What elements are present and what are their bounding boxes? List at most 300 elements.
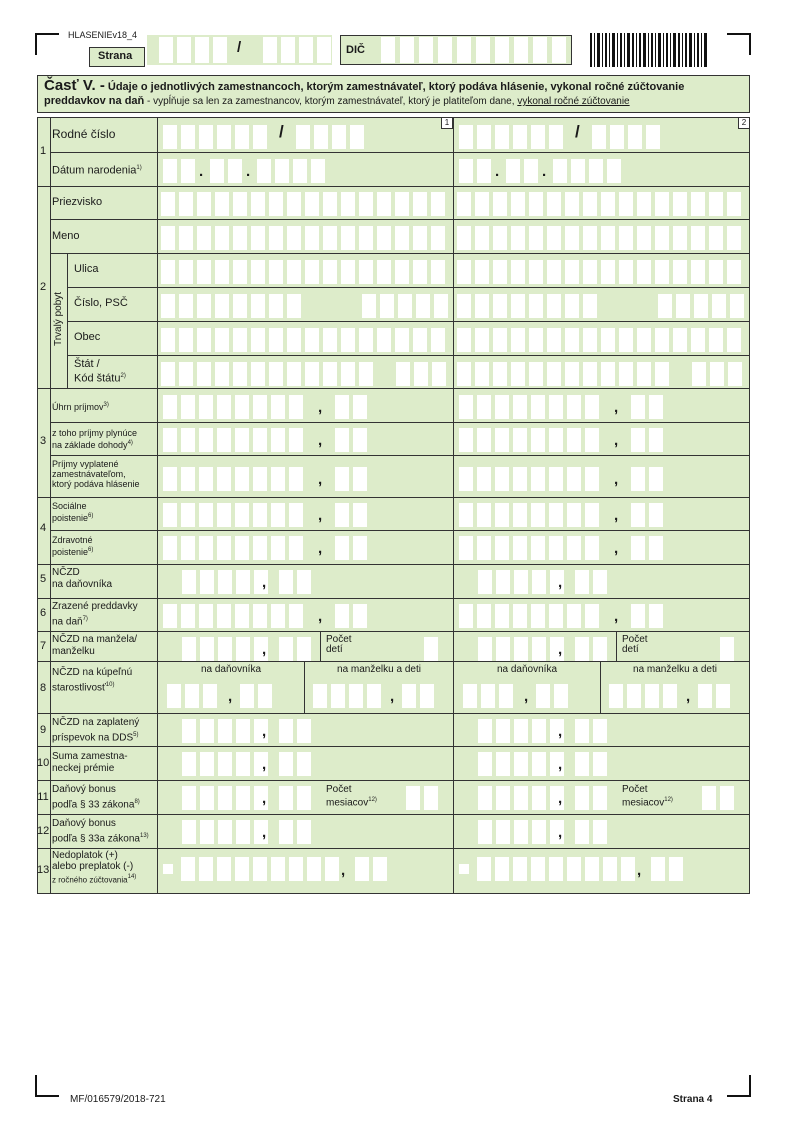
col1-uhrn-int-box[interactable] bbox=[199, 395, 213, 419]
col2-stat-box[interactable] bbox=[655, 362, 669, 386]
col1-nedoplatok-int-box[interactable] bbox=[199, 857, 213, 881]
page-number-field[interactable] bbox=[147, 35, 332, 65]
col2-zrazene-dec-box[interactable] bbox=[631, 604, 645, 628]
col2-text-row3-box[interactable] bbox=[691, 328, 705, 352]
col1-text-row3-box[interactable] bbox=[287, 328, 301, 352]
col2-prijmy-int-box[interactable] bbox=[477, 467, 491, 491]
col2-rodne-cislo-a-box[interactable] bbox=[549, 125, 563, 149]
col2-manzela-int-box[interactable] bbox=[532, 637, 546, 661]
col2-text-row3-box[interactable] bbox=[601, 328, 615, 352]
col1-text-row2-box[interactable] bbox=[341, 260, 355, 284]
col1-kupele-man-int-box[interactable] bbox=[349, 684, 363, 708]
col2-bonus33-int-box[interactable] bbox=[496, 786, 510, 810]
col1-psc-box[interactable] bbox=[362, 294, 376, 318]
col2-text-row1-box[interactable] bbox=[529, 226, 543, 250]
col2-rodne-cislo-b-box[interactable] bbox=[646, 125, 660, 149]
col2-zdravotne-int-box[interactable] bbox=[549, 536, 563, 560]
col2-text-row3-box[interactable] bbox=[475, 328, 489, 352]
col2-prijmy-dec-box[interactable] bbox=[631, 467, 645, 491]
col1-text-row0-box[interactable] bbox=[413, 192, 427, 216]
col2-datum-m-box[interactable] bbox=[524, 159, 538, 183]
col1-suma-dec-box[interactable] bbox=[279, 752, 293, 776]
col2-nedoplatok-dec-box[interactable] bbox=[651, 857, 665, 881]
col2-text-row2-box[interactable] bbox=[601, 260, 615, 284]
col1-socialne-int-box[interactable] bbox=[289, 503, 303, 527]
col1-prijmy-dec-box[interactable] bbox=[353, 467, 367, 491]
col1-cislo-box[interactable] bbox=[251, 294, 265, 318]
col1-zdravotne-int-box[interactable] bbox=[289, 536, 303, 560]
col2-prijmy-int-box[interactable] bbox=[531, 467, 545, 491]
col2-nedoplatok-int-box[interactable] bbox=[603, 857, 617, 881]
col1-text-row1-box[interactable] bbox=[197, 226, 211, 250]
col1-text-row1-box[interactable] bbox=[251, 226, 265, 250]
col1-text-row2-box[interactable] bbox=[323, 260, 337, 284]
col1-bonus33a-int-box[interactable] bbox=[200, 820, 214, 844]
col2-stat-box[interactable] bbox=[583, 362, 597, 386]
col1-z-toho-int-box[interactable] bbox=[253, 428, 267, 452]
col1-datum-y-box[interactable] bbox=[293, 159, 307, 183]
col2-zrazene-int-box[interactable] bbox=[513, 604, 527, 628]
col1-zrazene-int-box[interactable] bbox=[289, 604, 303, 628]
col2-socialne-int-box[interactable] bbox=[495, 503, 509, 527]
col2-datum-y-box[interactable] bbox=[553, 159, 567, 183]
col1-text-row2-box[interactable] bbox=[269, 260, 283, 284]
col2-text-row2-box[interactable] bbox=[709, 260, 723, 284]
col2-text-row1-box[interactable] bbox=[583, 226, 597, 250]
col1-psc-box[interactable] bbox=[434, 294, 448, 318]
col1-dds-int-box[interactable] bbox=[200, 719, 214, 743]
col1-text-row0-box[interactable] bbox=[179, 192, 193, 216]
col2-text-row3-box[interactable] bbox=[619, 328, 633, 352]
col1-text-row0-box[interactable] bbox=[197, 192, 211, 216]
col2-zrazene-int-box[interactable] bbox=[567, 604, 581, 628]
col2-z-toho-int-box[interactable] bbox=[549, 428, 563, 452]
col1-text-row2-box[interactable] bbox=[197, 260, 211, 284]
col2-kupele-dan-int-box[interactable] bbox=[481, 684, 495, 708]
col2-dds-int-box[interactable] bbox=[532, 719, 546, 743]
col2-bonus33-int-box[interactable] bbox=[532, 786, 546, 810]
col1-datum-y-box[interactable] bbox=[311, 159, 325, 183]
col1-text-row1-box[interactable] bbox=[269, 226, 283, 250]
col1-bonus33-int-box[interactable] bbox=[182, 786, 196, 810]
col2-z-toho-int-box[interactable] bbox=[585, 428, 599, 452]
col2-text-row1-box[interactable] bbox=[547, 226, 561, 250]
col1-nedoplatok-int-box[interactable] bbox=[253, 857, 267, 881]
col2-nedoplatok-int-box[interactable] bbox=[549, 857, 563, 881]
col1-uhrn-dec-box[interactable] bbox=[335, 395, 349, 419]
col1-text-row2-box[interactable] bbox=[287, 260, 301, 284]
col2-stat-box[interactable] bbox=[457, 362, 471, 386]
col2-nedoplatok-int-box[interactable] bbox=[585, 857, 599, 881]
col2-text-row2-box[interactable] bbox=[727, 260, 741, 284]
col2-text-row3-box[interactable] bbox=[529, 328, 543, 352]
col1-zrazene-int-box[interactable] bbox=[235, 604, 249, 628]
col1-zrazene-int-box[interactable] bbox=[217, 604, 231, 628]
col2-uhrn-int-box[interactable] bbox=[459, 395, 473, 419]
col1-stat-box[interactable] bbox=[215, 362, 229, 386]
col1-text-row1-box[interactable] bbox=[377, 226, 391, 250]
col1-cislo-box[interactable] bbox=[233, 294, 247, 318]
col2-text-row2-box[interactable] bbox=[457, 260, 471, 284]
col1-text-row0-box[interactable] bbox=[395, 192, 409, 216]
col2-kupele-man-int-box[interactable] bbox=[663, 684, 677, 708]
col1-kupele-man-int-box[interactable] bbox=[313, 684, 327, 708]
col1-zdravotne-dec-box[interactable] bbox=[353, 536, 367, 560]
col1-text-row1-box[interactable] bbox=[305, 226, 319, 250]
col1-stat-box[interactable] bbox=[359, 362, 373, 386]
col1-prijmy-int-box[interactable] bbox=[253, 467, 267, 491]
col1-text-row2-box[interactable] bbox=[233, 260, 247, 284]
col2-zdravotne-int-box[interactable] bbox=[459, 536, 473, 560]
col1-text-row2-box[interactable] bbox=[413, 260, 427, 284]
col2-text-row2-box[interactable] bbox=[691, 260, 705, 284]
col1-zrazene-int-box[interactable] bbox=[163, 604, 177, 628]
col2-psc-box[interactable] bbox=[712, 294, 726, 318]
col2-nedoplatok-int-box[interactable] bbox=[567, 857, 581, 881]
col1-nczd-int-box[interactable] bbox=[218, 570, 232, 594]
col2-text-row0-box[interactable] bbox=[475, 192, 489, 216]
col1-socialne-dec-box[interactable] bbox=[335, 503, 349, 527]
col2-nedoplatok-int-box[interactable] bbox=[477, 857, 491, 881]
col1-dds-int-box[interactable] bbox=[218, 719, 232, 743]
col1-prijmy-int-box[interactable] bbox=[163, 467, 177, 491]
col1-text-row1-box[interactable] bbox=[233, 226, 247, 250]
col1-text-row1-box[interactable] bbox=[359, 226, 373, 250]
col2-cislo-box[interactable] bbox=[457, 294, 471, 318]
col2-nczd-int-box[interactable] bbox=[532, 570, 546, 594]
col2-cislo-box[interactable] bbox=[511, 294, 525, 318]
col1-bonus33-int-box[interactable] bbox=[200, 786, 214, 810]
col2-text-row1-box[interactable] bbox=[619, 226, 633, 250]
col2-psc-box[interactable] bbox=[730, 294, 744, 318]
col2-suma-dec-box[interactable] bbox=[593, 752, 607, 776]
col2-nedoplatok-int-box[interactable] bbox=[495, 857, 509, 881]
col1-stat-box[interactable] bbox=[233, 362, 247, 386]
col1-rodne-cislo-a-box[interactable] bbox=[163, 125, 177, 149]
col1-cislo-box[interactable] bbox=[287, 294, 301, 318]
col1-prijmy-int-box[interactable] bbox=[181, 467, 195, 491]
col2-bonus33a-int-box[interactable] bbox=[532, 820, 546, 844]
col1-nedoplatok-dec-box[interactable] bbox=[373, 857, 387, 881]
col1-zrazene-int-box[interactable] bbox=[271, 604, 285, 628]
col1-text-row0-box[interactable] bbox=[323, 192, 337, 216]
col2-text-row3-box[interactable] bbox=[457, 328, 471, 352]
col2-cislo-box[interactable] bbox=[583, 294, 597, 318]
col1-rodne-cislo-b-box[interactable] bbox=[296, 125, 310, 149]
col2-rodne-cislo-a-box[interactable] bbox=[495, 125, 509, 149]
col2-bonus33a-int-box[interactable] bbox=[496, 820, 510, 844]
col2-rodne-cislo-a-box[interactable] bbox=[459, 125, 473, 149]
col2-nczd-int-box[interactable] bbox=[514, 570, 528, 594]
col2-stat-box[interactable] bbox=[475, 362, 489, 386]
col1-cislo-box[interactable] bbox=[179, 294, 193, 318]
col1-text-row0-box[interactable] bbox=[287, 192, 301, 216]
col1-uhrn-int-box[interactable] bbox=[253, 395, 267, 419]
col1-text-row2-box[interactable] bbox=[377, 260, 391, 284]
col2-suma-int-box[interactable] bbox=[478, 752, 492, 776]
col1-text-row3-box[interactable] bbox=[215, 328, 229, 352]
col1-text-row1-box[interactable] bbox=[431, 226, 445, 250]
col1-suma-int-box[interactable] bbox=[218, 752, 232, 776]
col1-text-row2-box[interactable] bbox=[161, 260, 175, 284]
col2-socialne-dec-box[interactable] bbox=[649, 503, 663, 527]
col2-manzela-dec-box[interactable] bbox=[575, 637, 589, 661]
col2-text-row0-box[interactable] bbox=[547, 192, 561, 216]
col2-text-row0-box[interactable] bbox=[601, 192, 615, 216]
col1-nedoplatok-int-box[interactable] bbox=[235, 857, 249, 881]
col1-datum-y-box[interactable] bbox=[275, 159, 289, 183]
col2-stat-box[interactable] bbox=[529, 362, 543, 386]
col2-dds-dec-box[interactable] bbox=[575, 719, 589, 743]
col2-text-row3-box[interactable] bbox=[637, 328, 651, 352]
col2-zdravotne-int-box[interactable] bbox=[531, 536, 545, 560]
col1-text-row1-box[interactable] bbox=[215, 226, 229, 250]
col2-text-row2-box[interactable] bbox=[493, 260, 507, 284]
col2-uhrn-dec-box[interactable] bbox=[631, 395, 645, 419]
col1-prijmy-int-box[interactable] bbox=[271, 467, 285, 491]
col2-pocet-deti-box[interactable] bbox=[720, 637, 734, 661]
col1-cislo-box[interactable] bbox=[269, 294, 283, 318]
col2-kupele-man-int-box[interactable] bbox=[609, 684, 623, 708]
col2-rodne-cislo-a-box[interactable] bbox=[531, 125, 545, 149]
col1-datum-d-box[interactable] bbox=[163, 159, 177, 183]
col2-dds-int-box[interactable] bbox=[514, 719, 528, 743]
col1-text-row0-box[interactable] bbox=[341, 192, 355, 216]
col2-datum-y-box[interactable] bbox=[589, 159, 603, 183]
col1-text-row0-box[interactable] bbox=[377, 192, 391, 216]
col2-text-row3-box[interactable] bbox=[565, 328, 579, 352]
col2-text-row2-box[interactable] bbox=[583, 260, 597, 284]
col1-psc-box[interactable] bbox=[416, 294, 430, 318]
col1-text-row3-box[interactable] bbox=[161, 328, 175, 352]
col2-socialne-int-box[interactable] bbox=[567, 503, 581, 527]
col1-text-row3-box[interactable] bbox=[395, 328, 409, 352]
col2-text-row0-box[interactable] bbox=[583, 192, 597, 216]
col1-nczd-dec-box[interactable] bbox=[279, 570, 293, 594]
col1-socialne-int-box[interactable] bbox=[235, 503, 249, 527]
col1-stat-box[interactable] bbox=[305, 362, 319, 386]
col1-zdravotne-int-box[interactable] bbox=[217, 536, 231, 560]
col2-rodne-cislo-a-box[interactable] bbox=[513, 125, 527, 149]
col2-pocet-mesiacov-box[interactable] bbox=[702, 786, 716, 810]
col1-socialne-int-box[interactable] bbox=[181, 503, 195, 527]
col2-kupele-dan-int-box[interactable] bbox=[463, 684, 477, 708]
col2-kupele-dan-dec-box[interactable] bbox=[536, 684, 550, 708]
col1-socialne-int-box[interactable] bbox=[253, 503, 267, 527]
col2-cislo-box[interactable] bbox=[493, 294, 507, 318]
col1-text-row0-box[interactable] bbox=[215, 192, 229, 216]
col1-text-row0-box[interactable] bbox=[251, 192, 265, 216]
col2-bonus33-int-box[interactable] bbox=[514, 786, 528, 810]
col1-psc-box[interactable] bbox=[380, 294, 394, 318]
col2-zdravotne-dec-box[interactable] bbox=[631, 536, 645, 560]
col1-socialne-int-box[interactable] bbox=[271, 503, 285, 527]
col2-text-row0-box[interactable] bbox=[619, 192, 633, 216]
col2-text-row0-box[interactable] bbox=[511, 192, 525, 216]
col2-psc-box[interactable] bbox=[676, 294, 690, 318]
col2-manzela-int-box[interactable] bbox=[478, 637, 492, 661]
col2-zrazene-int-box[interactable] bbox=[495, 604, 509, 628]
col2-text-row3-box[interactable] bbox=[655, 328, 669, 352]
col1-nedoplatok-int-box[interactable] bbox=[181, 857, 195, 881]
col1-text-row3-box[interactable] bbox=[413, 328, 427, 352]
col2-suma-int-box[interactable] bbox=[496, 752, 510, 776]
col1-rodne-cislo-a-box[interactable] bbox=[253, 125, 267, 149]
col1-socialne-int-box[interactable] bbox=[199, 503, 213, 527]
col1-nedoplatok-int-box[interactable] bbox=[289, 857, 303, 881]
col2-suma-int-box[interactable] bbox=[532, 752, 546, 776]
col1-z-toho-dec-box[interactable] bbox=[353, 428, 367, 452]
col1-socialne-dec-box[interactable] bbox=[353, 503, 367, 527]
col1-kupele-dan-int-box[interactable] bbox=[203, 684, 217, 708]
col2-nedoplatok-int-box[interactable] bbox=[531, 857, 545, 881]
col1-socialne-int-box[interactable] bbox=[217, 503, 231, 527]
col1-zdravotne-int-box[interactable] bbox=[199, 536, 213, 560]
col2-datum-d-box[interactable] bbox=[459, 159, 473, 183]
col1-rodne-cislo-a-box[interactable] bbox=[217, 125, 231, 149]
col1-suma-int-box[interactable] bbox=[236, 752, 250, 776]
col1-zrazene-int-box[interactable] bbox=[199, 604, 213, 628]
col2-bonus33-dec-box[interactable] bbox=[575, 786, 589, 810]
col2-text-row2-box[interactable] bbox=[655, 260, 669, 284]
col2-nedoplatok-int-box[interactable] bbox=[621, 857, 635, 881]
col2-text-row3-box[interactable] bbox=[727, 328, 741, 352]
col2-zrazene-int-box[interactable] bbox=[549, 604, 563, 628]
col1-uhrn-int-box[interactable] bbox=[181, 395, 195, 419]
col1-manzela-int-box[interactable] bbox=[200, 637, 214, 661]
col2-prijmy-int-box[interactable] bbox=[513, 467, 527, 491]
col1-z-toho-int-box[interactable] bbox=[289, 428, 303, 452]
col2-zrazene-int-box[interactable] bbox=[531, 604, 545, 628]
col2-text-row2-box[interactable] bbox=[565, 260, 579, 284]
col1-stat-box[interactable] bbox=[341, 362, 355, 386]
col2-text-row1-box[interactable] bbox=[457, 226, 471, 250]
col2-text-row1-box[interactable] bbox=[727, 226, 741, 250]
col2-text-row2-box[interactable] bbox=[673, 260, 687, 284]
col2-prijmy-int-box[interactable] bbox=[495, 467, 509, 491]
col2-text-row1-box[interactable] bbox=[691, 226, 705, 250]
col1-text-row3-box[interactable] bbox=[179, 328, 193, 352]
col2-z-toho-int-box[interactable] bbox=[459, 428, 473, 452]
col1-rodne-cislo-a-box[interactable] bbox=[199, 125, 213, 149]
col1-kod-statu-box[interactable] bbox=[414, 362, 428, 386]
col1-text-row3-box[interactable] bbox=[197, 328, 211, 352]
col1-manzela-int-box[interactable] bbox=[236, 637, 250, 661]
col2-dds-dec-box[interactable] bbox=[593, 719, 607, 743]
col1-text-row0-box[interactable] bbox=[431, 192, 445, 216]
col2-zrazene-dec-box[interactable] bbox=[649, 604, 663, 628]
col1-bonus33a-int-box[interactable] bbox=[236, 820, 250, 844]
col2-nczd-dec-box[interactable] bbox=[575, 570, 589, 594]
col1-stat-box[interactable] bbox=[269, 362, 283, 386]
col2-text-row1-box[interactable] bbox=[511, 226, 525, 250]
col1-text-row3-box[interactable] bbox=[431, 328, 445, 352]
col2-text-row1-box[interactable] bbox=[709, 226, 723, 250]
col2-zdravotne-int-box[interactable] bbox=[585, 536, 599, 560]
col2-datum-d-box[interactable] bbox=[477, 159, 491, 183]
col2-prijmy-int-box[interactable] bbox=[585, 467, 599, 491]
col1-suma-int-box[interactable] bbox=[200, 752, 214, 776]
col2-text-row0-box[interactable] bbox=[457, 192, 471, 216]
col2-zdravotne-int-box[interactable] bbox=[495, 536, 509, 560]
col2-text-row2-box[interactable] bbox=[529, 260, 543, 284]
col2-rodne-cislo-b-box[interactable] bbox=[592, 125, 606, 149]
col1-z-toho-dec-box[interactable] bbox=[335, 428, 349, 452]
col2-text-row2-box[interactable] bbox=[637, 260, 651, 284]
col1-bonus33-dec-box[interactable] bbox=[279, 786, 293, 810]
col1-uhrn-int-box[interactable] bbox=[217, 395, 231, 419]
col1-zdravotne-int-box[interactable] bbox=[181, 536, 195, 560]
col1-text-row3-box[interactable] bbox=[305, 328, 319, 352]
col2-nedoplatok-dec-box[interactable] bbox=[669, 857, 683, 881]
col1-kupele-man-dec-box[interactable] bbox=[402, 684, 416, 708]
col1-nedoplatok-int-box[interactable] bbox=[271, 857, 285, 881]
col2-text-row0-box[interactable] bbox=[655, 192, 669, 216]
col1-nedoplatok-int-box[interactable] bbox=[307, 857, 321, 881]
col2-uhrn-int-box[interactable] bbox=[549, 395, 563, 419]
col1-zdravotne-dec-box[interactable] bbox=[335, 536, 349, 560]
col1-text-row1-box[interactable] bbox=[341, 226, 355, 250]
col1-nedoplatok-int-box[interactable] bbox=[325, 857, 339, 881]
col1-rodne-cislo-a-box[interactable] bbox=[181, 125, 195, 149]
col1-prijmy-int-box[interactable] bbox=[199, 467, 213, 491]
col1-text-row0-box[interactable] bbox=[161, 192, 175, 216]
col1-bonus33a-int-box[interactable] bbox=[182, 820, 196, 844]
col2-nczd-int-box[interactable] bbox=[478, 570, 492, 594]
col1-z-toho-int-box[interactable] bbox=[235, 428, 249, 452]
col1-kupele-man-int-box[interactable] bbox=[331, 684, 345, 708]
col2-datum-y-box[interactable] bbox=[607, 159, 621, 183]
col2-cislo-box[interactable] bbox=[529, 294, 543, 318]
col2-stat-box[interactable] bbox=[637, 362, 651, 386]
col1-manzela-dec-box[interactable] bbox=[279, 637, 293, 661]
col1-text-row1-box[interactable] bbox=[323, 226, 337, 250]
col2-zrazene-int-box[interactable] bbox=[477, 604, 491, 628]
col2-bonus33a-int-box[interactable] bbox=[514, 820, 528, 844]
col1-rodne-cislo-b-box[interactable] bbox=[350, 125, 364, 149]
col2-z-toho-int-box[interactable] bbox=[495, 428, 509, 452]
col1-text-row3-box[interactable] bbox=[233, 328, 247, 352]
col1-nczd-int-box[interactable] bbox=[182, 570, 196, 594]
col1-zrazene-dec-box[interactable] bbox=[335, 604, 349, 628]
col2-socialne-int-box[interactable] bbox=[585, 503, 599, 527]
col2-manzela-int-box[interactable] bbox=[496, 637, 510, 661]
col2-text-row1-box[interactable] bbox=[637, 226, 651, 250]
col1-kupele-dan-int-box[interactable] bbox=[167, 684, 181, 708]
col2-text-row0-box[interactable] bbox=[529, 192, 543, 216]
col2-text-row2-box[interactable] bbox=[511, 260, 525, 284]
col2-socialne-int-box[interactable] bbox=[459, 503, 473, 527]
col2-bonus33-int-box[interactable] bbox=[478, 786, 492, 810]
col1-cislo-box[interactable] bbox=[197, 294, 211, 318]
col1-pocet-deti-box[interactable] bbox=[424, 637, 438, 661]
col2-text-row0-box[interactable] bbox=[673, 192, 687, 216]
col2-text-row3-box[interactable] bbox=[709, 328, 723, 352]
col1-nczd-int-box[interactable] bbox=[200, 570, 214, 594]
col2-text-row3-box[interactable] bbox=[583, 328, 597, 352]
col1-text-row2-box[interactable] bbox=[359, 260, 373, 284]
col2-kod-statu-box[interactable] bbox=[692, 362, 706, 386]
col2-uhrn-int-box[interactable] bbox=[495, 395, 509, 419]
col2-zdravotne-int-box[interactable] bbox=[513, 536, 527, 560]
col2-text-row1-box[interactable] bbox=[493, 226, 507, 250]
col1-rodne-cislo-b-box[interactable] bbox=[314, 125, 328, 149]
col2-z-toho-int-box[interactable] bbox=[477, 428, 491, 452]
col2-uhrn-int-box[interactable] bbox=[531, 395, 545, 419]
dic-field[interactable] bbox=[340, 35, 572, 65]
col2-cislo-box[interactable] bbox=[475, 294, 489, 318]
col1-stat-box[interactable] bbox=[161, 362, 175, 386]
